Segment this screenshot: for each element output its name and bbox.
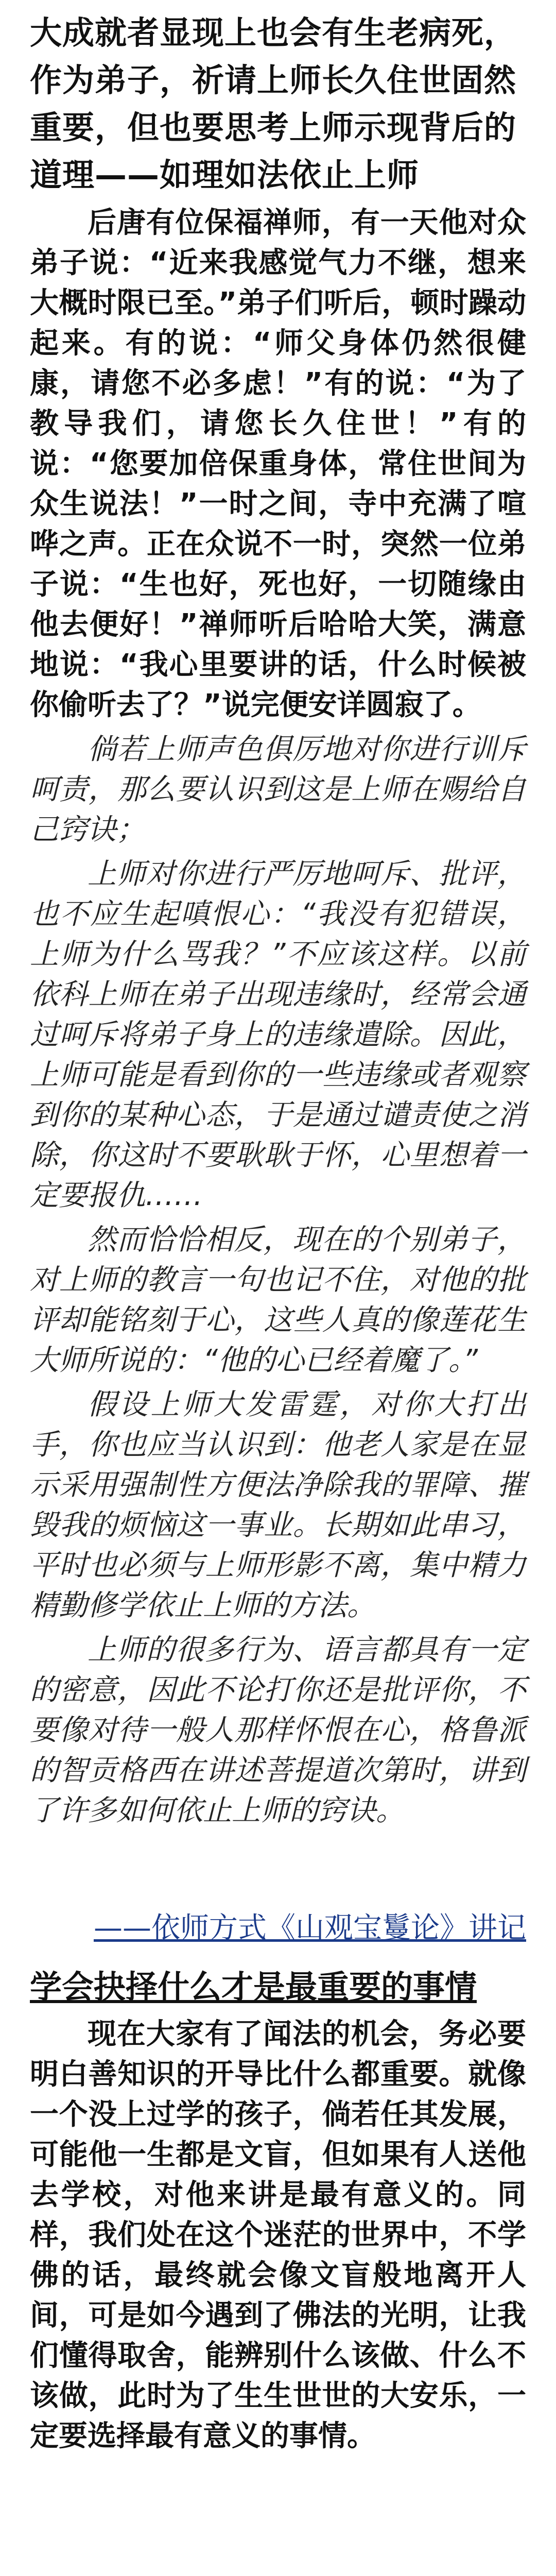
section-heading: 学会抉择什么才是最重要的事情 (30, 1968, 477, 2006)
paragraph-demon: 然而恰恰相反，现在的个别弟子，对上师的教言一句也记不住，对他的批评却能铭刻于心，这些人真的像莲花生大师所说的：“他的心已经着魔了。” (30, 1223, 526, 1377)
paragraph-intent: 上师的很多行为、语言都具有一定的密意，因此不论打你还是批评你，不要像对待一般人那样怀恨在心，格鲁派的智贡格西在讲述菩提道次第时，讲到了许多如何依止上师的窍诀。 (30, 1633, 526, 1827)
paragraph-scolding: 倘若上师声色俱厉地对你进行训斥呵责，那么要认识到这是上师在赐给自己窍诀； (30, 733, 526, 846)
paragraph-criticism: 上师对你进行严厉地呵斥、批评，也不应生起嗔恨心：“我没有犯错误，上师为什么骂我？”不应该这样。以前依科上师在弟子出现违缘时，经常会通过呵斥将弟子身上的违缘遣除。因此，上师可能是看到你的一些违缘或者观察到你的某种心态，于是通过谴责使之消除，你这时不要耿耿于怀，心里想着一定要报仇…… (30, 857, 526, 1212)
paragraph-story: 后唐有位保福禅师，有一天他对众弟子说：“近来我感觉气力不继，想来大概时限已至。”弟子们听后，顿时躁动起来。有的说：“师父身体仍然很健康，请您不必多虑！”有的说：“为了教导我们，请您长久住世！”有的说：“您要加倍保重身体，常住世间为众生说法！”一时之间，寺中充满了喧哗之声。正在众说不一时，突然一位弟子说：“生也好，死也好，一切随缘由他去便好！”禅师听后哈哈大笑，满意地说：“我心里要讲的话，什么时候被你偷听去了？”说完便安详圆寂了。 (30, 206, 526, 722)
article-title: 大成就者显现上也会有生老病死，作为弟子，祈请上师长久住世固然重要，但也要思考上师示现背后的道理——如理如法依止上师 (30, 14, 517, 194)
source-link[interactable]: ——依师方式《山观宝鬘论》讲记 (94, 1911, 526, 1945)
paragraph-thunder: 假设上师大发雷霆，对你大打出手，你也应当认识到：他老人家是在显示采用强制性方便法净除我的罪障、摧毁我的烦恼这一事业。长期如此串习，平时也必须与上师形影不离，集中精力精勤修学依止上师的方法。 (30, 1388, 526, 1622)
paragraph-choose: 现在大家有了闻法的机会，务必要明白善知识的开导比什么都重要。就像一个没上过学的孩子，倘若任其发展，可能他一生都是文盲，但如果有人送他去学校，对他来讲是最有意义的。同样，我们处在这个迷茫的世界中，不学佛的话，最终就会像文盲般地离开人间，可是如今遇到了佛法的光明，让我们懂得取舍，能辨别什么该做、什么不该做，此时为了生生世世的大安乐，一定要选择最有意义的事情。 (30, 2018, 526, 2453)
